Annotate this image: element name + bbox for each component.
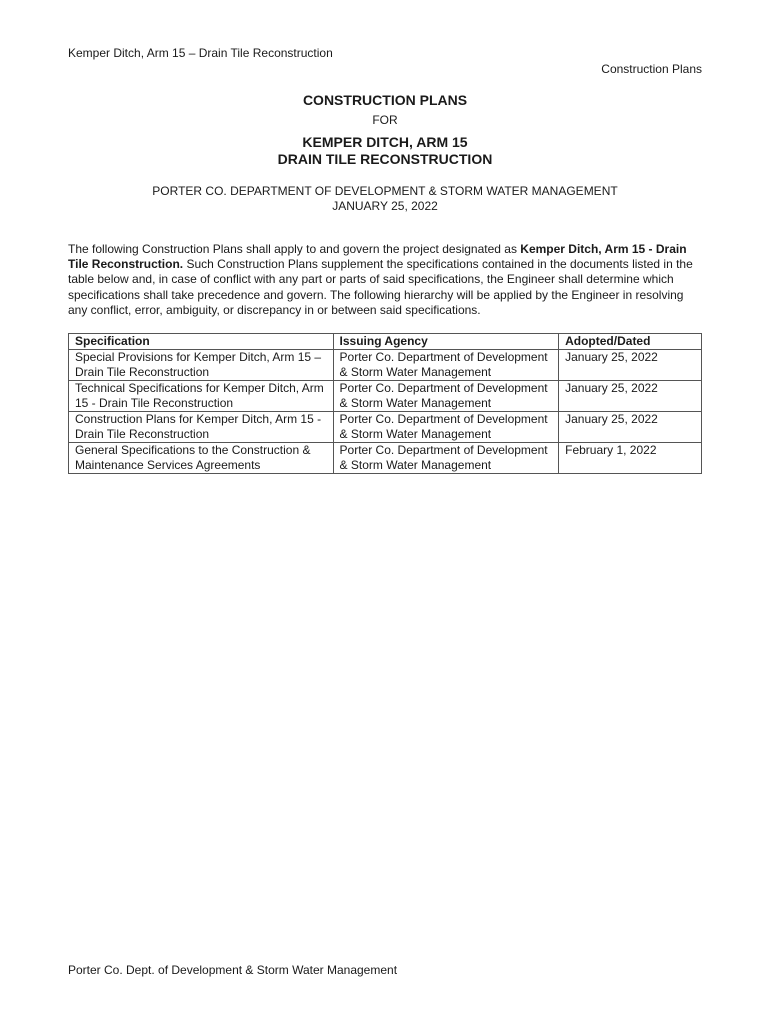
header-specification: Specification bbox=[69, 334, 334, 350]
intro-text-2: Such Construction Plans supplement the specifications contained in the documents listed in the table below and, in case of conflict with any part or parts of said specifications, the Engineer shall determine which specifications shall take precedence and govern. The following hierarchy will be applied by the Engineer in resolving any conflict, error, ambiguity, or discrepancy in or between said specifications. bbox=[68, 257, 693, 317]
specification-table bbox=[68, 333, 702, 474]
cell-specification: Construction Plans for Kemper Ditch, Arm 15 - Drain Tile Reconstruction bbox=[69, 412, 334, 443]
cell-adopted-dated: January 25, 2022 bbox=[559, 381, 702, 412]
document-date: JANUARY 25, 2022 bbox=[332, 199, 438, 213]
running-header-right: Construction Plans bbox=[601, 62, 702, 76]
intro-paragraph bbox=[68, 242, 702, 318]
document-title: CONSTRUCTION PLANS bbox=[302, 92, 468, 108]
intro-project-name: Kemper Ditch, Arm 15 - Drain Tile Reconstruction. bbox=[68, 242, 687, 272]
table-header-row bbox=[69, 334, 702, 350]
project-title-line1: KEMPER DITCH, ARM 15 bbox=[302, 134, 468, 150]
title-for: FOR bbox=[372, 113, 398, 127]
table-row bbox=[69, 412, 702, 443]
running-header-left: Kemper Ditch, Arm 15 – Drain Tile Reconstruction bbox=[68, 46, 333, 60]
cell-specification: General Specifications to the Construction & Maintenance Services Agreements bbox=[69, 443, 334, 474]
page-footer: Porter Co. Dept. of Development & Storm Water Management bbox=[68, 963, 398, 977]
cell-issuing-agency: Porter Co. Department of Development & Storm Water Management bbox=[333, 350, 559, 381]
table-row bbox=[69, 381, 702, 412]
cell-issuing-agency: Porter Co. Department of Development & Storm Water Management bbox=[333, 381, 559, 412]
cell-adopted-dated: January 25, 2022 bbox=[559, 412, 702, 443]
agency-name: PORTER CO. DEPARTMENT OF DEVELOPMENT & STORM WATER MANAGEMENT bbox=[152, 184, 618, 198]
cell-adopted-dated: January 25, 2022 bbox=[559, 350, 702, 381]
header-issuing-agency: Issuing Agency bbox=[333, 334, 559, 350]
cell-adopted-dated: February 1, 2022 bbox=[559, 443, 702, 474]
cell-specification: Technical Specifications for Kemper Ditch, Arm 15 - Drain Tile Reconstruction bbox=[69, 381, 334, 412]
table-row bbox=[69, 443, 702, 474]
table-row bbox=[69, 350, 702, 381]
intro-text-1: The following Construction Plans shall apply to and govern the project designated as bbox=[68, 242, 521, 256]
cell-issuing-agency: Porter Co. Department of Development & Storm Water Management bbox=[333, 443, 559, 474]
cell-issuing-agency: Porter Co. Department of Development & Storm Water Management bbox=[333, 412, 559, 443]
cell-specification: Special Provisions for Kemper Ditch, Arm 15 – Drain Tile Reconstruction bbox=[69, 350, 334, 381]
header-adopted-dated: Adopted/Dated bbox=[559, 334, 702, 350]
project-title-line2: DRAIN TILE RECONSTRUCTION bbox=[277, 151, 493, 167]
